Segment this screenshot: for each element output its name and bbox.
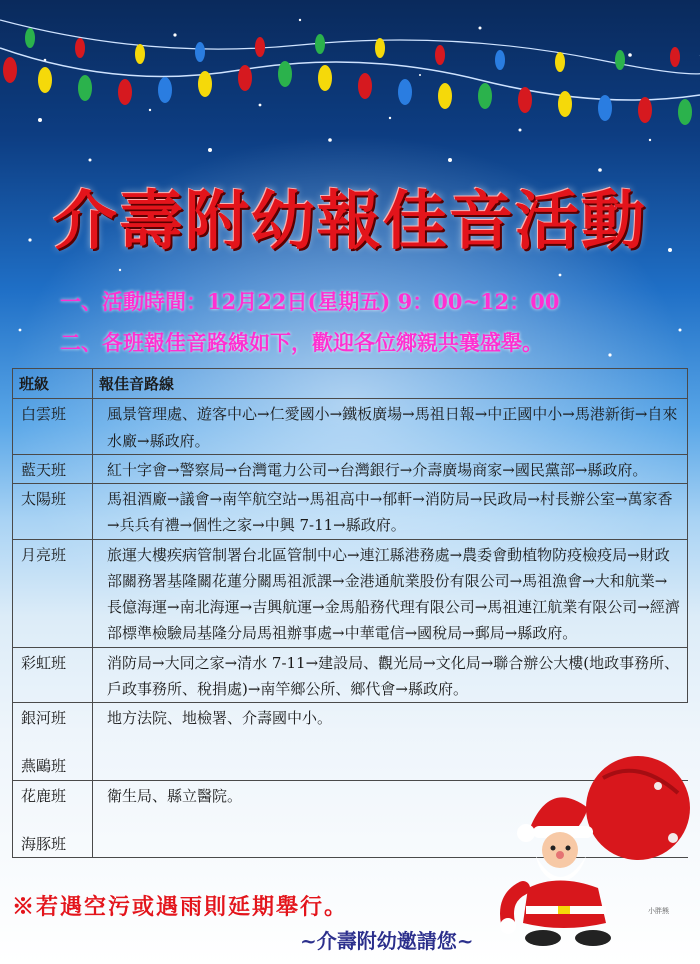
class-name-pair bbox=[13, 780, 93, 858]
route-text: 旅運大樓疾病管制署台北區管制中心→連江縣港務處→農委會動植物防疫檢疫局→財政部關務署基隆關花蓮分關馬祖派課→金港通航業股份有限公司→馬祖漁會→大和航業→長億海運→南北海運→吉興航運→金馬船務代理有限公司→馬祖連江航業有限公司→經濟部標準檢驗局基隆分局馬祖辦事處→中華電信→國稅局→郵局→縣政府。 bbox=[93, 539, 688, 647]
class-name: 海豚班 bbox=[21, 834, 67, 853]
class-name: 燕鷗班 bbox=[21, 757, 67, 776]
table-header-row bbox=[13, 369, 688, 399]
table-row bbox=[13, 399, 688, 455]
table-row bbox=[13, 454, 688, 483]
class-name: 藍天班 bbox=[13, 454, 93, 483]
table-row bbox=[13, 647, 688, 703]
artist-signature: 小胖熊 bbox=[648, 907, 669, 915]
rain-notice: ※若遇空污或遇雨則延期舉行。 bbox=[12, 894, 349, 920]
route-text: 地方法院、地檢署、介壽國中小。 bbox=[93, 703, 688, 781]
header-class: 班級 bbox=[13, 369, 93, 399]
route-text: 消防局→大同之家→清水 7-11→建設局、觀光局→文化局→聯合辦公大樓(地政事務所、戶政事務所、稅捐處)→南竿鄉公所、鄉代會→縣政府。 bbox=[93, 647, 688, 703]
class-name-pair bbox=[13, 703, 93, 781]
invitation-line: ~介壽附幼邀請您~ bbox=[300, 929, 474, 953]
event-time-line: 一、活動時間：12月22日(星期五) 9：00~12：00 bbox=[60, 289, 560, 314]
route-text: 風景管理處、遊客中心→仁愛國小→鐵板廣場→馬祖日報→中正國中小→馬港新街→自來水廠→縣政府。 bbox=[93, 399, 688, 455]
class-name: 月亮班 bbox=[13, 539, 93, 647]
class-name: 白雲班 bbox=[13, 399, 93, 455]
santa-claus-icon bbox=[488, 738, 693, 950]
class-name: 花鹿班 bbox=[21, 786, 67, 805]
route-text: 紅十字會→警察局→台灣電力公司→台灣銀行→介壽廣場商家→國民黨部→縣政府。 bbox=[93, 454, 688, 483]
christmas-lights-icon bbox=[0, 0, 700, 170]
class-name: 銀河班 bbox=[21, 709, 67, 727]
table-row bbox=[13, 484, 688, 540]
route-text: 馬祖酒廠→議會→南竿航空站→馬祖高中→郁軒→消防局→民政局→村長辦公室→萬家香→兵兵有禮→個性之家→中興 7-11→縣政府。 bbox=[93, 484, 688, 540]
page-title: 介壽附幼報佳音活動 bbox=[53, 185, 647, 259]
table-row bbox=[13, 539, 688, 647]
class-name: 彩虹班 bbox=[13, 647, 93, 703]
class-name: 太陽班 bbox=[13, 484, 93, 540]
route-intro-line: 二、各班報佳音路線如下，歡迎各位鄉親共襄盛舉。 bbox=[60, 330, 543, 355]
header-route: 報佳音路線 bbox=[93, 369, 688, 399]
route-text: 衛生局、縣立醫院。 bbox=[93, 780, 688, 858]
